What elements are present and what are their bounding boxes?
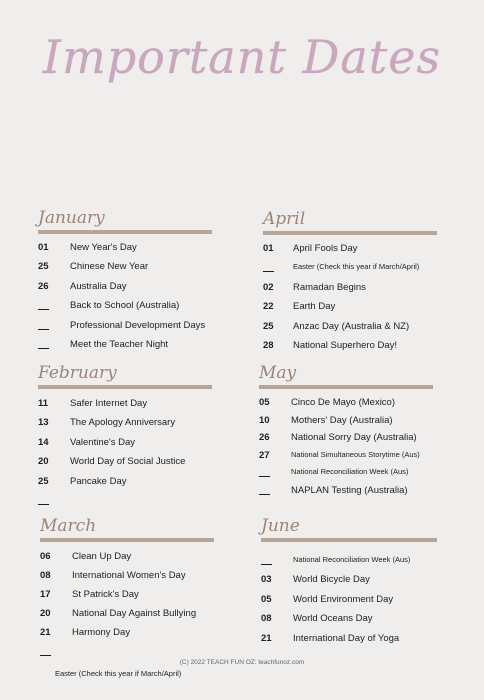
date-number: 13 [38, 417, 49, 429]
date-row [259, 397, 433, 416]
event-label: Chinese New Year [70, 261, 149, 273]
event-label: Easter (Check this year if March/April) [293, 262, 420, 272]
event-label: Clean Up Day [72, 551, 132, 562]
date-number: 08 [40, 570, 51, 581]
event-label: National Simultaneous Storytime (Aus) [291, 449, 420, 459]
event-label: Harmony Day [72, 627, 131, 638]
date-number: 27 [259, 449, 270, 461]
event-label: Safer Internet Day [70, 398, 148, 409]
date-row [40, 608, 214, 627]
date-row [38, 476, 212, 495]
event-label: World Environment Day [293, 593, 394, 605]
event-label: NAPLAN Testing (Australia) [291, 485, 408, 496]
date-row [38, 320, 212, 339]
event-label: World Day of Social Justice [70, 456, 186, 468]
event-label: National Superhero Day! [293, 340, 398, 351]
date-number: 20 [38, 456, 49, 468]
section-june [261, 516, 437, 652]
section-january [38, 208, 212, 358]
date-row [40, 669, 214, 688]
event-label: International Women's Day [72, 570, 186, 581]
date-row [261, 633, 437, 652]
date-number: 06 [40, 551, 51, 562]
event-label: National Day Against Bullying [72, 608, 197, 619]
date-row [263, 301, 437, 320]
date-row [40, 627, 214, 646]
section-title-february: February [38, 363, 117, 383]
event-label: Earth Day [293, 301, 336, 313]
event-label: St Patrick's Day [72, 589, 139, 600]
date-row [263, 243, 437, 262]
section-title-may: May [259, 363, 297, 383]
date-row [38, 281, 212, 300]
event-label: Meet the Teacher Night [70, 339, 169, 350]
date-row [38, 437, 212, 456]
event-label: National Sorry Day (Australia) [291, 432, 417, 444]
date-row [38, 261, 212, 280]
section-february [38, 363, 212, 514]
date-blank-line [38, 504, 49, 505]
date-row [261, 574, 437, 593]
copyright-footer: (C) 2022 TEACH FUN OZ: teachfunoz.com [179, 659, 305, 666]
event-label: Easter (Check this year if March/April) [55, 669, 182, 678]
date-number: 26 [259, 432, 270, 444]
date-number: 14 [38, 436, 49, 448]
date-row [259, 467, 433, 486]
date-number: 17 [40, 589, 51, 600]
date-blank-line [261, 564, 272, 565]
date-row [38, 242, 212, 261]
date-row [38, 456, 212, 475]
event-label: April Fools Day [293, 243, 358, 254]
date-row [261, 613, 437, 632]
date-row [263, 282, 437, 301]
event-label: Anzac Day (Australia & NZ) [293, 320, 410, 332]
event-label: Valentine's Day [70, 436, 136, 448]
section-may [259, 363, 433, 503]
date-row [38, 398, 212, 417]
date-blank-line [263, 271, 274, 272]
event-label: International Day of Yoga [293, 632, 400, 644]
date-number: 03 [261, 574, 272, 586]
date-row [263, 262, 437, 281]
date-row [261, 594, 437, 613]
date-row [40, 589, 214, 608]
section-title-april: April [263, 209, 306, 229]
date-row [38, 300, 212, 319]
event-label: Professional Development Days [70, 319, 206, 331]
date-number: 25 [38, 475, 49, 487]
date-row [259, 450, 433, 469]
event-label: Pancake Day [70, 475, 127, 487]
section-title-june: June [261, 516, 300, 536]
date-row [40, 570, 214, 589]
date-number: 21 [261, 632, 272, 644]
date-row [38, 495, 212, 514]
date-number: 08 [261, 613, 272, 625]
date-row [261, 555, 437, 574]
event-label: World Oceans Day [293, 613, 373, 625]
date-row [259, 432, 433, 451]
event-label: Cinco De Mayo (Mexico) [291, 397, 395, 408]
event-label: The Apology Anniversary [70, 417, 176, 429]
date-row [263, 340, 437, 359]
section-title-march: March [40, 516, 97, 536]
event-label: Mothers' Day (Australia) [291, 414, 393, 426]
date-blank-line [40, 655, 51, 656]
date-number: 02 [263, 281, 274, 293]
date-number: 05 [259, 397, 270, 408]
date-number: 25 [38, 261, 49, 273]
date-blank-line [38, 329, 49, 330]
date-number: 25 [263, 320, 274, 332]
date-row [40, 551, 214, 570]
event-label: World Bicycle Day [293, 574, 370, 586]
date-number: 11 [38, 398, 49, 409]
date-number: 01 [263, 243, 274, 254]
event-label: Ramadan Begins [293, 281, 366, 293]
event-label: New Year's Day [70, 242, 137, 253]
date-number: 22 [263, 301, 274, 313]
date-number: 20 [40, 608, 51, 619]
section-title-january: January [38, 208, 105, 228]
date-number: 21 [40, 627, 51, 638]
page-title: Important Dates [42, 30, 442, 84]
date-blank-line [259, 494, 270, 495]
date-number: 05 [261, 593, 272, 605]
event-label: Australia Day [70, 280, 127, 292]
event-label: National Reconciliation Week (Aus) [291, 467, 409, 477]
date-number: 01 [38, 242, 49, 253]
date-row [38, 339, 212, 358]
date-number: 26 [38, 280, 49, 292]
date-row [259, 415, 433, 434]
section-april [263, 209, 437, 359]
date-number: 10 [259, 414, 270, 426]
event-label: Back to School (Australia) [70, 300, 180, 312]
date-row [259, 485, 433, 504]
date-row [38, 417, 212, 436]
date-blank-line [259, 476, 270, 477]
event-label: National Reconciliation Week (Aus) [293, 555, 411, 564]
date-blank-line [38, 348, 49, 349]
date-row [263, 321, 437, 340]
date-number: 28 [263, 340, 274, 351]
date-blank-line [38, 309, 49, 310]
